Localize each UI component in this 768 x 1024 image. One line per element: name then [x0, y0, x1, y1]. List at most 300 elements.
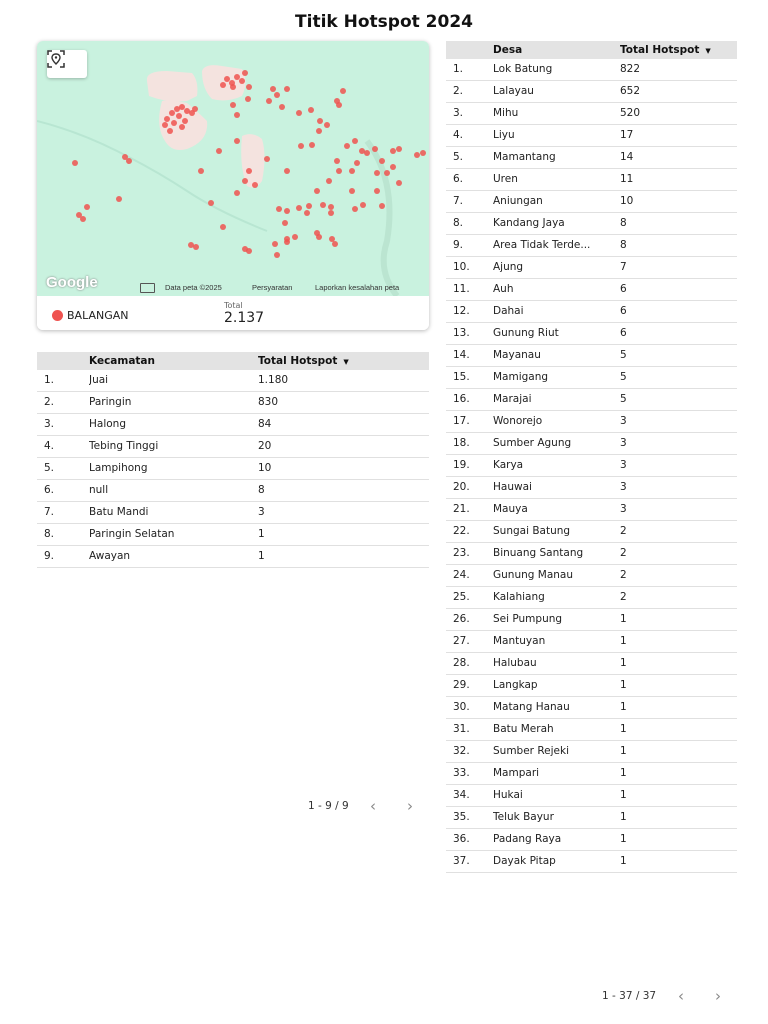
- row-index: 5.: [44, 462, 55, 474]
- table-row[interactable]: [446, 389, 737, 411]
- hotspot-marker[interactable]: [126, 158, 132, 164]
- table-row[interactable]: [446, 807, 737, 829]
- row-index: 25.: [453, 591, 470, 603]
- row-value: 5: [620, 349, 627, 361]
- hotspot-marker[interactable]: [279, 104, 285, 110]
- row-value: 20: [258, 440, 272, 452]
- table-header: [446, 41, 737, 59]
- row-value: 6: [620, 305, 627, 317]
- hotspot-marker[interactable]: [334, 158, 340, 164]
- row-index: 36.: [453, 833, 470, 845]
- legend-total-value: 2.137: [224, 310, 265, 326]
- hotspot-marker[interactable]: [179, 104, 185, 110]
- hotspot-marker[interactable]: [379, 203, 385, 209]
- hotspot-marker[interactable]: [328, 210, 334, 216]
- table-row[interactable]: [446, 587, 737, 609]
- hotspot-marker[interactable]: [242, 70, 248, 76]
- table-row[interactable]: [37, 436, 429, 458]
- table-row[interactable]: [37, 546, 429, 568]
- hotspot-marker[interactable]: [234, 112, 240, 118]
- row-value: 1: [620, 767, 627, 779]
- table-row[interactable]: [37, 502, 429, 524]
- kecamatan-table: [37, 352, 429, 568]
- row-index: 6.: [453, 173, 464, 185]
- table-row[interactable]: [446, 345, 737, 367]
- row-value: 1.180: [258, 374, 289, 386]
- row-value: 830: [258, 396, 279, 408]
- row-index: 3.: [453, 107, 464, 119]
- hotspot-marker[interactable]: [274, 92, 280, 98]
- row-index: 20.: [453, 481, 470, 493]
- table-row[interactable]: [446, 719, 737, 741]
- hotspot-marker[interactable]: [80, 216, 86, 222]
- legend-total-label: Total: [224, 301, 243, 310]
- row-name: Mantuyan: [493, 635, 546, 647]
- row-value: 2: [620, 547, 627, 559]
- row-name: Batu Merah: [493, 723, 554, 735]
- row-value: 2: [620, 525, 627, 537]
- pagination-label: 1 - 37 / 37: [602, 990, 657, 1002]
- row-value: 1: [620, 723, 627, 735]
- hotspot-marker[interactable]: [292, 234, 298, 240]
- hotspot-marker[interactable]: [284, 236, 290, 242]
- table-row[interactable]: [446, 103, 737, 125]
- row-index: 28.: [453, 657, 470, 669]
- chevron-left-icon[interactable]: ‹: [678, 987, 684, 1005]
- row-index: 37.: [453, 855, 470, 867]
- hotspot-marker[interactable]: [234, 74, 240, 80]
- row-value: 17: [620, 129, 634, 141]
- row-index: 10.: [453, 261, 470, 273]
- hotspot-marker[interactable]: [344, 143, 350, 149]
- row-name: Gunung Manau: [493, 569, 573, 581]
- desa-table: [446, 41, 737, 873]
- hotspot-marker[interactable]: [354, 160, 360, 166]
- hotspot-marker[interactable]: [246, 168, 252, 174]
- row-index: 30.: [453, 701, 470, 713]
- hotspot-marker[interactable]: [352, 138, 358, 144]
- table-row[interactable]: [446, 59, 737, 81]
- column-header-total-hotspot[interactable]: Total Hotspot ▼: [620, 44, 711, 56]
- hotspot-marker[interactable]: [296, 205, 302, 211]
- desa-pagination: [602, 987, 721, 1005]
- hotspot-marker[interactable]: [336, 102, 342, 108]
- row-value: 1: [620, 811, 627, 823]
- table-row[interactable]: [446, 235, 737, 257]
- row-value: 520: [620, 107, 641, 119]
- table-row[interactable]: [446, 609, 737, 631]
- row-value: 3: [620, 459, 627, 471]
- hotspot-marker[interactable]: [284, 168, 290, 174]
- row-index: 3.: [44, 418, 55, 430]
- hotspot-marker[interactable]: [374, 188, 380, 194]
- hotspot-marker[interactable]: [284, 86, 290, 92]
- hotspot-marker[interactable]: [264, 156, 270, 162]
- row-value: 3: [620, 503, 627, 515]
- hotspot-marker[interactable]: [230, 102, 236, 108]
- row-name: Binuang Santang: [493, 547, 584, 559]
- row-value: 5: [620, 371, 627, 383]
- row-index: 23.: [453, 547, 470, 559]
- table-row[interactable]: [37, 392, 429, 414]
- hotspot-marker[interactable]: [374, 170, 380, 176]
- row-value: 10: [258, 462, 272, 474]
- row-index: 2.: [453, 85, 464, 97]
- row-name: Halubau: [493, 657, 537, 669]
- column-header-total-hotspot[interactable]: Total Hotspot ▼: [258, 355, 349, 367]
- row-index: 1.: [44, 374, 55, 386]
- row-name: Juai: [89, 374, 109, 386]
- row-value: 8: [620, 217, 627, 229]
- row-value: 11: [620, 173, 634, 185]
- row-value: 14: [620, 151, 634, 163]
- chevron-right-icon[interactable]: ›: [407, 797, 413, 815]
- row-index: 1.: [453, 63, 464, 75]
- row-index: 24.: [453, 569, 470, 581]
- hotspot-marker[interactable]: [320, 202, 326, 208]
- row-name: Sumber Rejeki: [493, 745, 569, 757]
- map-legend: [37, 296, 429, 330]
- row-value: 8: [258, 484, 265, 496]
- hotspot-marker[interactable]: [242, 178, 248, 184]
- legend-color-dot: [52, 310, 63, 321]
- row-name: null: [89, 484, 109, 496]
- row-name: Teluk Bayur: [493, 811, 554, 823]
- table-row[interactable]: [446, 851, 737, 873]
- column-header-kecamatan[interactable]: Kecamatan: [89, 355, 155, 367]
- pagination-label: 1 - 9 / 9: [308, 800, 349, 812]
- table-row[interactable]: [37, 414, 429, 436]
- row-name: Batu Mandi: [89, 506, 149, 518]
- row-value: 6: [620, 327, 627, 339]
- row-name: Kandang Jaya: [493, 217, 565, 229]
- hotspot-marker[interactable]: [308, 107, 314, 113]
- row-value: 3: [620, 437, 627, 449]
- row-name: Auh: [493, 283, 514, 295]
- row-name: Awayan: [89, 550, 131, 562]
- row-value: 10: [620, 195, 634, 207]
- keyboard-icon[interactable]: [140, 283, 155, 293]
- chevron-left-icon[interactable]: ‹: [370, 797, 376, 815]
- table-row[interactable]: [446, 301, 737, 323]
- row-index: 16.: [453, 393, 470, 405]
- row-name: Aniungan: [493, 195, 543, 207]
- table-row[interactable]: [446, 147, 737, 169]
- row-value: 1: [258, 550, 265, 562]
- row-index: 18.: [453, 437, 470, 449]
- page-title: Titik Hotspot 2024: [295, 12, 473, 32]
- hotspot-marker[interactable]: [336, 168, 342, 174]
- row-index: 19.: [453, 459, 470, 471]
- table-row[interactable]: [446, 191, 737, 213]
- row-value: 3: [620, 481, 627, 493]
- row-name: Tebing Tinggi: [89, 440, 159, 452]
- map-terms-link[interactable]: Persyaratan: [252, 283, 293, 292]
- hotspot-marker[interactable]: [245, 96, 251, 102]
- locate-pin-icon: [47, 50, 65, 68]
- hotspot-marker[interactable]: [309, 142, 315, 148]
- row-name: Ajung: [493, 261, 524, 273]
- row-index: 5.: [453, 151, 464, 163]
- row-value: 1: [258, 528, 265, 540]
- hotspot-marker[interactable]: [239, 78, 245, 84]
- hotspot-marker[interactable]: [234, 138, 240, 144]
- hotspot-marker[interactable]: [252, 182, 258, 188]
- hotspot-marker[interactable]: [164, 116, 170, 122]
- hotspot-marker[interactable]: [364, 150, 370, 156]
- row-value: 5: [620, 393, 627, 405]
- hotspot-marker[interactable]: [340, 88, 346, 94]
- table-row[interactable]: [37, 480, 429, 502]
- hotspot-marker[interactable]: [167, 128, 173, 134]
- row-index: 14.: [453, 349, 470, 361]
- hotspot-marker[interactable]: [306, 203, 312, 209]
- hotspot-map[interactable]: [37, 41, 429, 296]
- hotspot-marker[interactable]: [324, 122, 330, 128]
- hotspot-marker[interactable]: [284, 208, 290, 214]
- row-index: 4.: [453, 129, 464, 141]
- hotspot-marker[interactable]: [396, 146, 402, 152]
- hotspot-marker[interactable]: [224, 76, 230, 82]
- hotspot-marker[interactable]: [176, 113, 182, 119]
- row-name: Lampihong: [89, 462, 148, 474]
- row-name: Marajai: [493, 393, 532, 405]
- hotspot-marker[interactable]: [198, 168, 204, 174]
- hotspot-marker[interactable]: [298, 143, 304, 149]
- map-card: [37, 41, 429, 330]
- table-row[interactable]: [446, 521, 737, 543]
- row-index: 2.: [44, 396, 55, 408]
- table-row[interactable]: [446, 169, 737, 191]
- hotspot-marker[interactable]: [314, 188, 320, 194]
- row-index: 32.: [453, 745, 470, 757]
- hotspot-marker[interactable]: [372, 146, 378, 152]
- row-index: 22.: [453, 525, 470, 537]
- table-row[interactable]: [446, 763, 737, 785]
- hotspot-marker[interactable]: [314, 230, 320, 236]
- hotspot-marker[interactable]: [332, 241, 338, 247]
- row-index: 13.: [453, 327, 470, 339]
- hotspot-marker[interactable]: [266, 98, 272, 104]
- hotspot-marker[interactable]: [317, 118, 323, 124]
- hotspot-marker[interactable]: [276, 206, 282, 212]
- table-row[interactable]: [446, 477, 737, 499]
- row-value: 84: [258, 418, 272, 430]
- hotspot-marker[interactable]: [220, 224, 226, 230]
- map-report-link[interactable]: Laporkan kesalahan peta: [315, 283, 400, 292]
- hotspot-marker[interactable]: [169, 110, 175, 116]
- row-index: 8.: [44, 528, 55, 540]
- row-index: 4.: [44, 440, 55, 452]
- hotspot-marker[interactable]: [274, 252, 280, 258]
- row-index: 7.: [44, 506, 55, 518]
- table-row[interactable]: [446, 411, 737, 433]
- row-name: Dahai: [493, 305, 524, 317]
- hotspot-marker[interactable]: [296, 110, 302, 116]
- hotspot-marker[interactable]: [220, 82, 226, 88]
- hotspot-marker[interactable]: [379, 158, 385, 164]
- table-row[interactable]: [446, 323, 737, 345]
- table-row[interactable]: [446, 367, 737, 389]
- row-value: 6: [620, 283, 627, 295]
- table-row[interactable]: [446, 631, 737, 653]
- hotspot-marker[interactable]: [272, 241, 278, 247]
- hotspot-marker[interactable]: [316, 128, 322, 134]
- hotspot-marker[interactable]: [352, 206, 358, 212]
- row-index: 15.: [453, 371, 470, 383]
- hotspot-marker[interactable]: [116, 196, 122, 202]
- table-row[interactable]: [446, 213, 737, 235]
- row-name: Mampari: [493, 767, 540, 779]
- row-index: 27.: [453, 635, 470, 647]
- row-name: Mihu: [493, 107, 519, 119]
- row-name: Langkap: [493, 679, 538, 691]
- table-row[interactable]: [446, 543, 737, 565]
- table-row[interactable]: [446, 653, 737, 675]
- table-row[interactable]: [446, 81, 737, 103]
- google-logo: Google: [46, 274, 98, 291]
- row-value: 1: [620, 701, 627, 713]
- row-index: 34.: [453, 789, 470, 801]
- row-value: 3: [258, 506, 265, 518]
- row-name: Sei Pumpung: [493, 613, 563, 625]
- table-row[interactable]: [446, 455, 737, 477]
- row-value: 1: [620, 833, 627, 845]
- table-row[interactable]: [446, 499, 737, 521]
- hotspot-marker[interactable]: [208, 200, 214, 206]
- row-name: Karya: [493, 459, 524, 471]
- row-index: 31.: [453, 723, 470, 735]
- chevron-right-icon[interactable]: ›: [715, 987, 721, 1005]
- map-canvas[interactable]: [37, 41, 429, 296]
- row-index: 21.: [453, 503, 470, 515]
- hotspot-marker[interactable]: [282, 220, 288, 226]
- river: [37, 121, 267, 231]
- row-name: Dayak Pitap: [493, 855, 556, 867]
- hotspot-marker[interactable]: [171, 120, 177, 126]
- hotspot-marker[interactable]: [304, 210, 310, 216]
- row-value: 8: [620, 239, 627, 251]
- hotspot-marker[interactable]: [234, 190, 240, 196]
- hotspot-marker[interactable]: [360, 202, 366, 208]
- row-name: Sumber Agung: [493, 437, 572, 449]
- row-value: 1: [620, 657, 627, 669]
- row-name: Mamigang: [493, 371, 549, 383]
- table-row[interactable]: [446, 675, 737, 697]
- district-shape: [147, 71, 198, 101]
- hotspot-marker[interactable]: [193, 244, 199, 250]
- row-name: Mauya: [493, 503, 528, 515]
- row-name: Gunung Riut: [493, 327, 559, 339]
- row-name: Sungai Batung: [493, 525, 571, 537]
- row-index: 26.: [453, 613, 470, 625]
- row-value: 2: [620, 569, 627, 581]
- row-name: Paringin: [89, 396, 132, 408]
- row-index: 33.: [453, 767, 470, 779]
- row-value: 1: [620, 679, 627, 691]
- map-data-attribution: Data peta ©2025: [165, 283, 222, 292]
- hotspot-marker[interactable]: [270, 86, 276, 92]
- row-name: Lok Batung: [493, 63, 553, 75]
- row-index: 29.: [453, 679, 470, 691]
- hotspot-marker[interactable]: [414, 152, 420, 158]
- legend-series-label: BALANGAN: [67, 309, 129, 322]
- table-row[interactable]: [446, 279, 737, 301]
- row-name: Paringin Selatan: [89, 528, 175, 540]
- table-row[interactable]: [446, 257, 737, 279]
- hotspot-marker[interactable]: [246, 248, 252, 254]
- row-index: 8.: [453, 217, 464, 229]
- locate-button[interactable]: [47, 50, 87, 78]
- row-name: Padang Raya: [493, 833, 562, 845]
- row-value: 7: [620, 261, 627, 273]
- row-name: Liyu: [493, 129, 515, 141]
- table-row[interactable]: [37, 370, 429, 392]
- hotspot-marker[interactable]: [390, 164, 396, 170]
- hotspot-marker[interactable]: [230, 84, 236, 90]
- hotspot-marker[interactable]: [420, 150, 426, 156]
- row-value: 1: [620, 745, 627, 757]
- hotspot-marker[interactable]: [349, 188, 355, 194]
- row-value: 2: [620, 591, 627, 603]
- row-name: Mayanau: [493, 349, 541, 361]
- hotspot-marker[interactable]: [162, 122, 168, 128]
- hotspot-marker[interactable]: [328, 204, 334, 210]
- row-name: Matang Hanau: [493, 701, 570, 713]
- row-index: 12.: [453, 305, 470, 317]
- hotspot-marker[interactable]: [84, 204, 90, 210]
- hotspot-marker[interactable]: [246, 84, 252, 90]
- row-index: 7.: [453, 195, 464, 207]
- hotspot-marker[interactable]: [326, 178, 332, 184]
- hotspot-marker[interactable]: [216, 148, 222, 154]
- table-row[interactable]: [37, 524, 429, 546]
- hotspot-marker[interactable]: [72, 160, 78, 166]
- hotspot-marker[interactable]: [179, 124, 185, 130]
- table-row[interactable]: [446, 829, 737, 851]
- table-row[interactable]: [37, 458, 429, 480]
- row-name: Area Tidak Terde...: [493, 239, 591, 251]
- table-row[interactable]: [446, 741, 737, 763]
- row-name: Hukai: [493, 789, 523, 801]
- row-index: 9.: [453, 239, 464, 251]
- row-name: Mamantang: [493, 151, 556, 163]
- hotspot-marker[interactable]: [192, 106, 198, 112]
- row-index: 11.: [453, 283, 470, 295]
- table-row[interactable]: [446, 125, 737, 147]
- row-value: 652: [620, 85, 641, 97]
- row-index: 6.: [44, 484, 55, 496]
- hotspot-marker[interactable]: [396, 180, 402, 186]
- hotspot-marker[interactable]: [390, 148, 396, 154]
- hotspot-marker[interactable]: [329, 236, 335, 242]
- table-row[interactable]: [446, 785, 737, 807]
- row-name: Wonorejo: [493, 415, 543, 427]
- hotspot-marker[interactable]: [182, 118, 188, 124]
- column-header-desa[interactable]: Desa: [493, 44, 523, 56]
- table-row[interactable]: [446, 565, 737, 587]
- hotspot-marker[interactable]: [349, 168, 355, 174]
- table-row[interactable]: [446, 697, 737, 719]
- row-value: 1: [620, 613, 627, 625]
- hotspot-marker[interactable]: [384, 170, 390, 176]
- row-value: 3: [620, 415, 627, 427]
- row-name: Halong: [89, 418, 126, 430]
- sort-down-icon: ▼: [705, 47, 711, 55]
- kecamatan-pagination: [308, 797, 413, 815]
- table-row[interactable]: [446, 433, 737, 455]
- row-name: Kalahiang: [493, 591, 545, 603]
